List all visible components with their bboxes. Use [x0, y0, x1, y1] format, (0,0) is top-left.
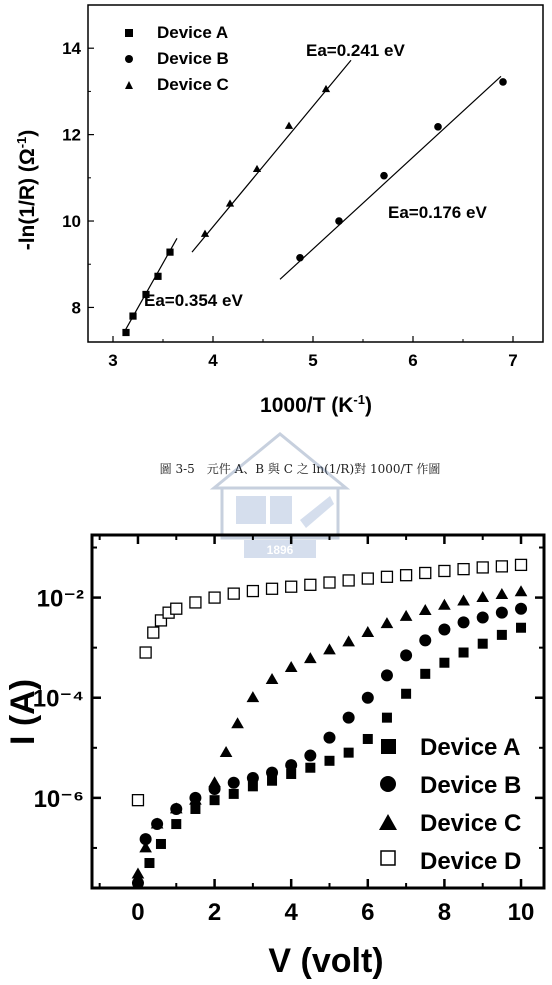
- iv-point-series-0: [382, 713, 392, 723]
- iv-point-series-2: [381, 617, 394, 628]
- top-y-tick-label: 8: [71, 298, 81, 318]
- iv-point-series-2: [266, 673, 279, 684]
- data-point-series-1: [335, 217, 343, 225]
- iv-point-series-2: [304, 652, 317, 663]
- top-x-title-close: ): [364, 394, 372, 417]
- top-y-title-main: -ln(1/R) (Ω: [16, 148, 39, 251]
- iv-point-series-3: [477, 562, 488, 573]
- top-x-title-sup: -1: [353, 392, 365, 407]
- arrhenius-chart: [14, 5, 543, 417]
- legend-label-device-a: Device A: [157, 23, 229, 42]
- data-point-series-2: [322, 85, 330, 92]
- top-y-axis-title: [14, 130, 39, 251]
- iv-point-series-0: [210, 795, 220, 805]
- legend-marker-device-c: [125, 81, 133, 89]
- iv-point-series-1: [515, 603, 527, 615]
- iv-point-series-1: [362, 692, 374, 704]
- data-point-series-2: [285, 122, 293, 129]
- iv-point-series-1: [477, 612, 489, 624]
- bottom-x-tick-label: 0: [131, 899, 145, 926]
- top-x-tick-label: 7: [508, 351, 518, 370]
- iv-point-series-2: [208, 776, 221, 787]
- iv-point-series-0: [190, 804, 200, 814]
- iv-point-series-3: [228, 588, 239, 599]
- annotation-device-b: Ea=0.176 eV: [388, 203, 487, 222]
- iv-point-series-2: [400, 610, 413, 621]
- iv-point-series-0: [171, 819, 181, 829]
- iv-point-series-0: [439, 658, 449, 668]
- iv-point-series-3: [247, 586, 258, 597]
- data-point-series-1: [380, 172, 388, 180]
- annotation-device-a: Ea=0.354 eV: [144, 291, 243, 310]
- data-point-series-0: [122, 329, 129, 336]
- iv-point-series-0: [324, 756, 334, 766]
- top-x-tick-label: 5: [308, 351, 318, 370]
- iv-point-series-1: [343, 712, 355, 724]
- figure-caption: 圖 3-5 元件 A、B 與 C 之 ln(1/R)對 1000/T 作圖: [159, 462, 441, 476]
- bottom-y-tick-label: 10⁻²: [36, 585, 84, 613]
- legend-marker-iv-device-a: [381, 739, 396, 754]
- iv-point-series-0: [363, 734, 373, 744]
- iv-point-series-0: [401, 689, 411, 699]
- legend-label-device-c: Device C: [157, 75, 229, 94]
- legend-label-iv-device-d: Device D: [420, 848, 522, 875]
- iv-point-series-1: [496, 607, 508, 619]
- iv-point-series-3: [343, 575, 354, 586]
- data-point-series-0: [166, 249, 173, 256]
- iv-point-series-2: [476, 591, 489, 602]
- iv-point-series-3: [286, 581, 297, 592]
- iv-point-series-1: [419, 634, 431, 646]
- logo-arrow-icon: [300, 496, 334, 528]
- iv-point-series-3: [516, 559, 527, 570]
- iv-point-series-0: [420, 669, 430, 679]
- iv-point-series-3: [324, 577, 335, 588]
- logo-roof-icon: [214, 434, 346, 488]
- iv-point-series-2: [342, 635, 355, 646]
- legend-label-iv-device-c: Device C: [420, 810, 522, 837]
- iv-point-series-1: [381, 669, 393, 681]
- iv-point-series-1: [132, 877, 144, 889]
- bottom-x-tick-label: 10: [507, 899, 535, 926]
- iv-point-series-3: [458, 564, 469, 575]
- iv-point-series-1: [458, 616, 470, 628]
- bottom-x-tick-label: 2: [207, 899, 222, 926]
- top-y-title-sup: -1: [14, 136, 29, 149]
- legend-marker-iv-device-d: [381, 851, 395, 865]
- data-point-series-0: [129, 312, 136, 319]
- iv-point-series-3: [305, 579, 316, 590]
- iv-point-series-3: [401, 570, 412, 581]
- iv-point-series-3: [132, 795, 143, 806]
- iv-point-series-0: [156, 839, 166, 849]
- legend-marker-device-a: [125, 29, 133, 37]
- data-point-series-2: [253, 165, 261, 172]
- iv-point-series-0: [144, 858, 154, 868]
- top-x-tick-label: 3: [108, 351, 118, 370]
- legend-marker-iv-device-b: [380, 776, 396, 792]
- top-x-axis-title: [260, 392, 372, 417]
- iv-point-series-2: [361, 626, 374, 637]
- iv-point-series-3: [140, 647, 151, 658]
- iv-point-series-1: [228, 777, 240, 789]
- iv-point-series-2: [438, 599, 451, 610]
- legend-label-iv-device-a: Device A: [420, 734, 521, 761]
- iv-point-series-0: [344, 748, 354, 758]
- iv-point-series-3: [209, 592, 220, 603]
- iv-point-series-2: [419, 604, 432, 615]
- legend-label-iv-device-b: Device B: [420, 772, 522, 799]
- iv-chart: [4, 535, 544, 980]
- iv-point-series-3: [496, 561, 507, 572]
- iv-point-series-3: [439, 565, 450, 576]
- iv-point-series-2: [132, 868, 145, 879]
- iv-point-series-1: [304, 750, 316, 762]
- legend-marker-device-b: [125, 55, 133, 63]
- iv-point-series-3: [190, 597, 201, 608]
- bottom-x-axis-title: V (volt): [268, 942, 384, 980]
- data-point-series-1: [434, 123, 442, 131]
- logo-block-left: [236, 496, 266, 524]
- legend-label-device-b: Device B: [157, 49, 229, 68]
- iv-point-series-2: [515, 585, 528, 596]
- iv-point-series-1: [266, 767, 278, 779]
- iv-point-series-2: [323, 643, 336, 654]
- top-y-tick-label: 12: [62, 125, 81, 145]
- iv-point-series-1: [438, 624, 450, 636]
- iv-point-series-1: [400, 649, 412, 661]
- iv-point-series-3: [267, 583, 278, 594]
- data-point-series-0: [154, 273, 161, 280]
- iv-point-series-1: [285, 759, 297, 771]
- top-x-title-main: 1000/T (K: [260, 394, 354, 417]
- iv-point-series-3: [420, 567, 431, 578]
- iv-point-series-1: [247, 772, 259, 784]
- top-legend: [125, 23, 229, 94]
- top-y-tick-label: 14: [62, 39, 81, 59]
- bottom-x-tick-label: 8: [437, 899, 452, 926]
- bottom-y-tick-label: 10⁻⁶: [33, 785, 84, 813]
- iv-point-series-3: [362, 573, 373, 584]
- bottom-x-tick-label: 6: [361, 899, 375, 926]
- iv-point-series-0: [478, 639, 488, 649]
- iv-point-series-0: [229, 789, 239, 799]
- iv-point-series-2: [457, 595, 470, 606]
- bottom-y-tick-label: 10⁻⁴: [32, 685, 84, 713]
- legend-marker-iv-device-c: [379, 814, 397, 830]
- iv-point-series-0: [459, 648, 469, 658]
- iv-point-series-1: [323, 732, 335, 744]
- top-y-tick-label: 10: [62, 212, 81, 232]
- iv-point-series-2: [220, 746, 233, 757]
- data-point-series-1: [296, 254, 304, 262]
- iv-point-series-3: [381, 571, 392, 582]
- iv-point-series-3: [171, 603, 182, 614]
- iv-point-series-2: [231, 717, 244, 728]
- iv-point-series-0: [497, 630, 507, 640]
- bottom-data-points: [132, 559, 528, 889]
- top-y-title-close: ): [16, 129, 39, 137]
- iv-point-series-0: [516, 623, 526, 633]
- bottom-x-tick-label: 4: [284, 899, 298, 926]
- iv-point-series-2: [285, 661, 298, 672]
- iv-point-series-0: [305, 763, 315, 773]
- annotation-device-c: Ea=0.241 eV: [306, 41, 405, 60]
- top-x-tick-label: 6: [408, 351, 418, 370]
- logo-block-mid: [270, 496, 292, 524]
- iv-point-series-2: [247, 691, 260, 702]
- logo-year: 1896: [266, 543, 294, 557]
- bottom-y-axis-title: I (A): [4, 678, 42, 746]
- iv-point-series-2: [496, 588, 509, 599]
- university-logo-watermark: [214, 434, 346, 558]
- iv-point-series-3: [148, 627, 159, 638]
- top-x-tick-label: 4: [208, 351, 218, 370]
- bottom-legend: [379, 734, 521, 875]
- data-point-series-1: [499, 78, 507, 86]
